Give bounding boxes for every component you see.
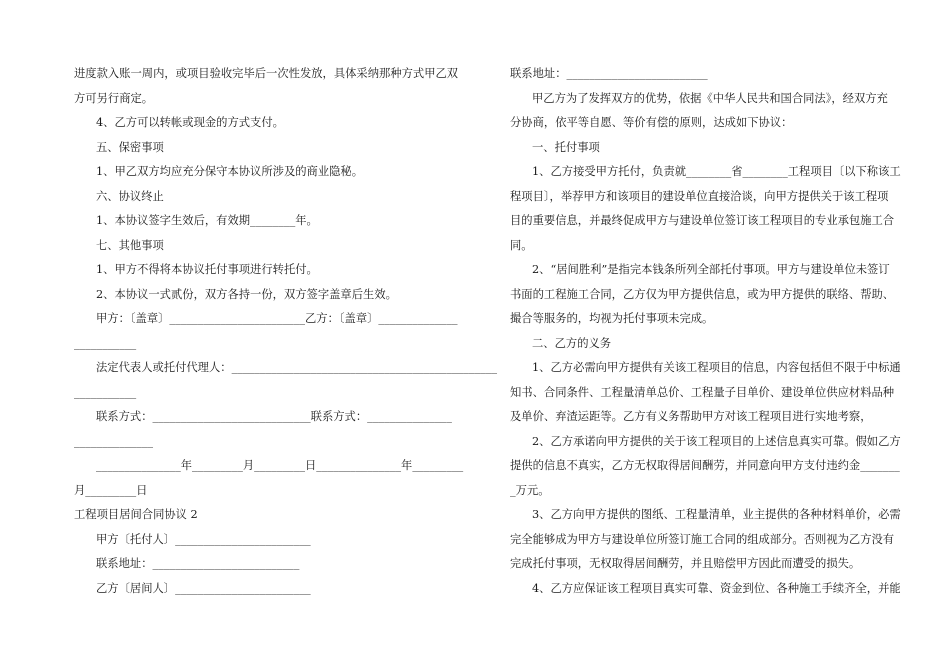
signature-line-continued: ___________ [74, 336, 137, 350]
date-line: _______________年_________月_________日_______________年_________ [96, 459, 464, 472]
left-column [74, 62, 498, 601]
paragraph-line: 3、乙方向甲方提供的图纸、工程量清单，业主提供的各种材料单价，必需 [532, 508, 901, 521]
representative-line: 法定代表人或托付代理人：_______________________________________________ [96, 361, 498, 374]
date-line-continued: 月_________日 [74, 483, 148, 497]
contact-line: 联系方式：____________________________联系方式：_______________ [96, 410, 452, 423]
paragraph-line: 同。 [510, 238, 533, 252]
paragraph-line: 知书、合同条件、工程量清单总价、工程量子目单价、建设单位供应材料品种 [510, 385, 895, 399]
address-line: 联系地址：__________________________ [96, 557, 300, 570]
paragraph-line: 2、“居间胜利”是指完本钱条所列全部托付事项。甲方与建设单位未签订 [532, 263, 890, 276]
signature-line: 甲方：〔盖章〕________________________乙方：〔盖章〕______________ [96, 312, 458, 325]
paragraph-line: 2、本协议一式贰份，双方各持一份，双方签字盖章后生效。 [96, 287, 397, 301]
paragraph-line: 完成托付事项，无权取得居间酬劳，并且赔偿甲方因此而遭受的损失。 [510, 557, 861, 570]
section-heading: 七、其他事项 [96, 238, 164, 252]
paragraph-line: 1、乙方必需向甲方提供有关该工程项目的信息，内容包括但不限于中标通 [532, 361, 901, 374]
paragraph-line: 进度款入账一周内，或项目验收完毕后一次性发放，具体采纳那种方式甲乙双 [74, 67, 459, 80]
paragraph-line: 2、乙方承诺向甲方提供的关于该工程项目的上述信息真实可靠。假如乙方 [532, 434, 901, 448]
paragraph-line: 程项目〕，举荐甲方和该项目的建设单位直接洽谈，向甲方提供关于该工程项 [510, 189, 889, 203]
paragraph-line: 分协商，依平等自愿、等价有偿的原则，达成如下协议： [510, 116, 793, 129]
section-heading: 五、保密事项 [96, 140, 164, 154]
paragraph-line: 提供的信息不真实，乙方无权取得居间酬劳，并同意向甲方支付违约金_______ [510, 459, 900, 472]
paragraph-line: 书面的工程施工合同，乙方仅为甲方提供信息，或为甲方提供的联络、帮助、 [510, 287, 895, 301]
section-heading: 一、托付事项 [532, 140, 600, 154]
paragraph-line: 1、乙方接受甲方托付，负责就________省________工程项目〔以下称该工 [532, 165, 901, 178]
address-line: 联系地址：_________________________ [510, 67, 708, 80]
contract-title: 工程项目居间合同协议 2 [74, 508, 198, 521]
paragraph-line: 及单价、弃渣运距等。乙方有义务帮助甲方对该工程项目进行实地考察， [510, 410, 872, 423]
party-a-line: 甲方〔托付人〕________________________ [96, 532, 311, 546]
paragraph-line: 方可另行商定。 [74, 91, 154, 105]
section-heading: 二、乙方的义务 [532, 336, 612, 350]
paragraph-line: 完全能够成为甲方与建设单位所签订施工合同的组成部分。否则视为乙方没有 [510, 532, 895, 546]
paragraph-line: 1、甲乙双方均应充分保守本协议所涉及的商业隐秘。 [96, 165, 364, 178]
contact-line-continued: ______________ [74, 434, 154, 448]
paragraph-line: 4、乙方可以转帐或现金的方式支付。 [96, 116, 284, 129]
representative-line-continued: ___________ [74, 385, 137, 399]
paragraph-line: 目的重要信息，并最终促成甲方与建设单位签订该工程项目的专业承包施工合 [510, 214, 895, 227]
paragraph-line: _万元。 [510, 483, 550, 497]
paragraph-line: 甲乙方为了发挥双方的优势，依据《中华人民共和国合同法》，经双方充 [532, 91, 888, 105]
paragraph-line: 撮合等服务的，均视为托付事项未完成。 [510, 312, 714, 325]
paragraph-line: 4、乙方应保证该工程项目真实可靠、资金到位、各种施工手续齐全，并能 [532, 581, 901, 595]
section-heading: 六、协议终止 [96, 189, 164, 203]
right-column [510, 62, 901, 601]
paragraph-line: 1、甲方不得将本协议托付事项进行转托付。 [96, 263, 318, 276]
party-b-line: 乙方〔居间人〕________________________ [96, 581, 311, 595]
paragraph-line: 1、本协议签字生效后，有效期________年。 [96, 214, 318, 227]
